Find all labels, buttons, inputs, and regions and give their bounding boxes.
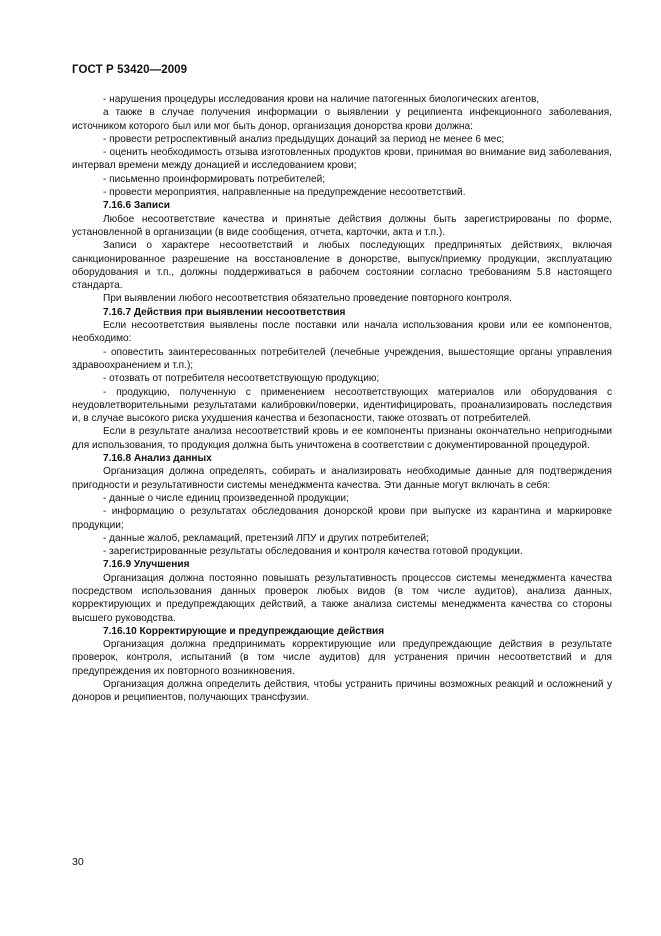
document-header: ГОСТ Р 53420—2009 [72,64,188,76]
section-heading: 7.16.7 Действия при выявлении несоответствия [103,306,346,318]
section-heading: 7.16.10 Корректирующие и предупреждающие действия [103,625,385,637]
paragraph: Записи о характере несоответствий и любых последующих предпринятых действиях, включая санкционированное разрешение на восстановление в донорстве, выпуск/приемку продукции, эксплуатацию оборудования и т.п., должны поддерживаться в рабочем состоянии согласно требованиям 5.8 настоящего стандарта. [72,240,612,292]
document-body [72,93,612,705]
paragraph: Организация должна предпринимать корректирующие или предупреждающие действия в результате проверок, контроля, испытаний (в том числе аудитов) для устранения причин несоответствий и для предупреждения их повторного возникновения. [72,639,612,677]
list-item: - провести ретроспективный анализ предыдущих донаций за период не менее 6 мес; [103,133,505,145]
paragraph: Организация должна постоянно повышать результативность процессов системы менеджмента качества посредством использования данных проверок любых видов (в том числе аудитов), анализа данных, корректирующих и предупреждающих действий, а также анализа системы менеджмента качества со стороны высшего руководства. [72,572,612,624]
paragraph: Организация должна определить действия, чтобы устранить причины возможных реакций и осложнений у доноров и реципиентов, получающих трансфузии. [72,679,612,704]
paragraph: Если несоответствия выявлены после поставки или начала использования крови или ее компонентов, необходимо: [72,320,612,345]
list-item: - провести мероприятия, направленные на предупреждение несоответствий. [103,187,466,199]
list-item: - оценить необходимость отзыва изготовленных продуктов крови, принимая во внимание вид заболевания, интервал времени между донацией и исследованием крови; [72,147,612,172]
paragraph: Если в результате анализа несоответствий кровь и ее компоненты признаны окончательно непригодными для использования, то продукция должна быть уничтожена в соответствии с документированной процедурой. [72,426,612,451]
list-item: - данные о числе единиц произведенной продукции; [103,492,349,504]
paragraph: а также в случае получения информации о выявлении у реципиента инфекционного заболевания, источником которого был или мог быть донор, организация донорства крови должна: [72,107,612,132]
section-heading: 7.16.8 Анализ данных [103,453,212,465]
section-heading: 7.16.6 Записи [103,200,170,212]
list-item: - зарегистрированные результаты обследования и контроля качества готовой продукции. [103,546,523,558]
list-item: - информацию о результатах обследования донорской крови при выпуске из карантина и маркировке продукции; [72,506,612,531]
section-heading: 7.16.9 Улучшения [103,559,190,571]
paragraph: При выявлении любого несоответствия обязательно проведение повторного контроля. [103,293,512,305]
list-item: - оповестить заинтересованных потребителей (лечебные учреждения, вышестоящие органы управления здравоохранением и т.п.); [72,346,612,371]
paragraph: Любое несоответствие качества и принятые действия должны быть зарегистрированы по форме, установленной в организации (в виде сообщения, отчета, карточки, акта и т.п.). [72,213,612,238]
list-item: - нарушения процедуры исследования крови на наличие патогенных биологических агентов, [103,94,540,105]
paragraph: Организация должна определять, собирать и анализировать необходимые данные для подтверждения пригодности и результативности системы менеджмента качества. Эти данные могут включать в себя: [72,466,612,491]
list-item: - продукцию, полученную с применением несоответствующих материалов или оборудования с неудовлетворительными результатами калибровки/поверки, идентифицировать, проанализировать последствия и, в случае высокого риска ухудшения качества и безопасности, также отозвать от потребителей. [72,386,612,425]
list-item: - письменно проинформировать потребителей; [103,173,326,185]
page-number: 30 [72,856,84,868]
list-item: - данные жалоб, рекламаций, претензий ЛПУ и других потребителей; [103,532,430,544]
list-item: - отозвать от потребителя несоответствующую продукцию; [103,373,380,385]
